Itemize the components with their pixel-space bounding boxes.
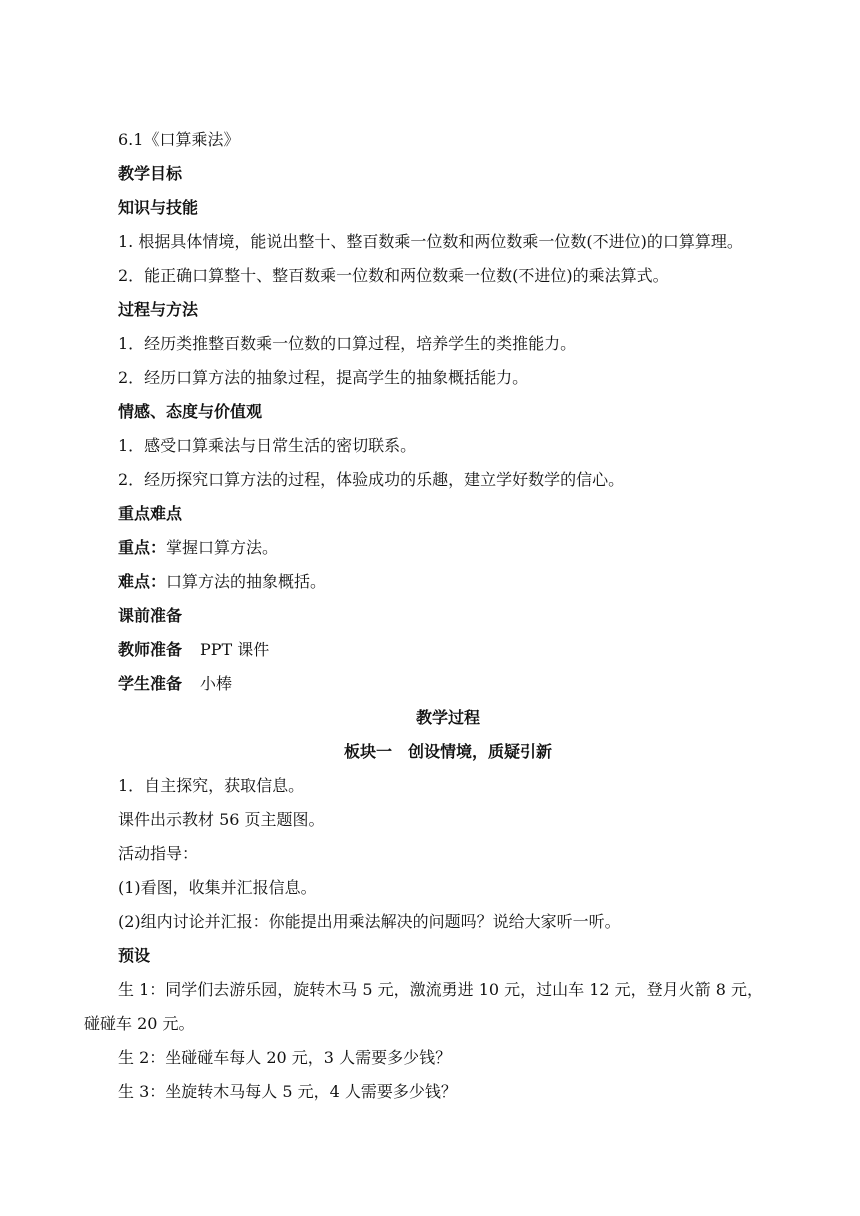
teacher-prep-text: PPT 课件 <box>200 640 270 659</box>
teacher-prep-label: 教师准备 <box>118 640 183 659</box>
student-3: 生 3：坐旋转木马每人 5 元，4 人需要多少钱？ <box>118 1082 457 1101</box>
difficult-point-label: 难点： <box>118 572 167 591</box>
difficult-point-text: 口算方法的抽象概括。 <box>166 572 327 591</box>
knowledge-item-2: 2．能正确口算整十、整百数乘一位数和两位数乘一位数(不进位)的乘法算式。 <box>118 266 669 285</box>
heading-emotion-values: 情感、态度与价值观 <box>118 402 263 421</box>
heading-teaching-process: 教学过程 <box>415 708 480 727</box>
activity-guidance: 活动指导： <box>118 844 199 863</box>
emotion-item-2: 2．经历探究口算方法的过程，体验成功的乐趣，建立学好数学的信心。 <box>118 470 625 489</box>
student-2: 生 2：坐碰碰车每人 20 元，3 人需要多少钱？ <box>118 1048 452 1067</box>
key-point-text: 掌握口算方法。 <box>166 538 279 557</box>
student-prep-label: 学生准备 <box>118 674 183 693</box>
heading-block-one: 板块一 创设情境，质疑引新 <box>343 742 552 761</box>
step-1: 1．自主探究，获取信息。 <box>118 776 305 795</box>
process-item-2: 2．经历口算方法的抽象过程，提高学生的抽象概括能力。 <box>118 368 529 387</box>
teacher-prep-line <box>118 640 269 660</box>
heading-process-methods: 过程与方法 <box>118 300 199 319</box>
student-1-line-2: 碰碰车 20 元。 <box>84 1014 195 1033</box>
student-prep-line <box>118 674 232 694</box>
heading-preset: 预设 <box>118 946 151 965</box>
student-prep-text: 小棒 <box>200 674 233 693</box>
key-point-line <box>118 538 278 558</box>
guidance-item-1: (1)看图，收集并汇报信息。 <box>118 878 317 897</box>
emotion-item-1: 1．感受口算乘法与日常生活的密切联系。 <box>118 436 417 455</box>
process-item-1: 1．经历类推整百数乘一位数的口算过程，培养学生的类推能力。 <box>118 334 577 353</box>
heading-preparation: 课前准备 <box>118 606 183 625</box>
key-point-label: 重点： <box>118 538 167 557</box>
step-2: 课件出示教材 56 页主题图。 <box>118 810 325 829</box>
student-1-line-1: 生 1：同学们去游乐园，旋转木马 5 元，激流勇进 10 元，过山车 12 元，登月火箭 8 元， <box>118 980 764 999</box>
heading-knowledge-skills: 知识与技能 <box>118 198 199 217</box>
knowledge-item-1: 1. 根据具体情境，能说出整十、整百数乘一位数和两位数乘一位数(不进位)的口算算理。 <box>118 232 743 251</box>
guidance-item-2: (2)组内讨论并汇报：你能提出用乘法解决的问题吗？说给大家听一听。 <box>118 912 621 931</box>
difficult-point-line <box>118 572 326 592</box>
heading-teaching-goals: 教学目标 <box>118 164 183 183</box>
heading-key-difficult: 重点难点 <box>118 504 183 523</box>
doc-title: 6.1《口算乘法》 <box>118 130 240 149</box>
